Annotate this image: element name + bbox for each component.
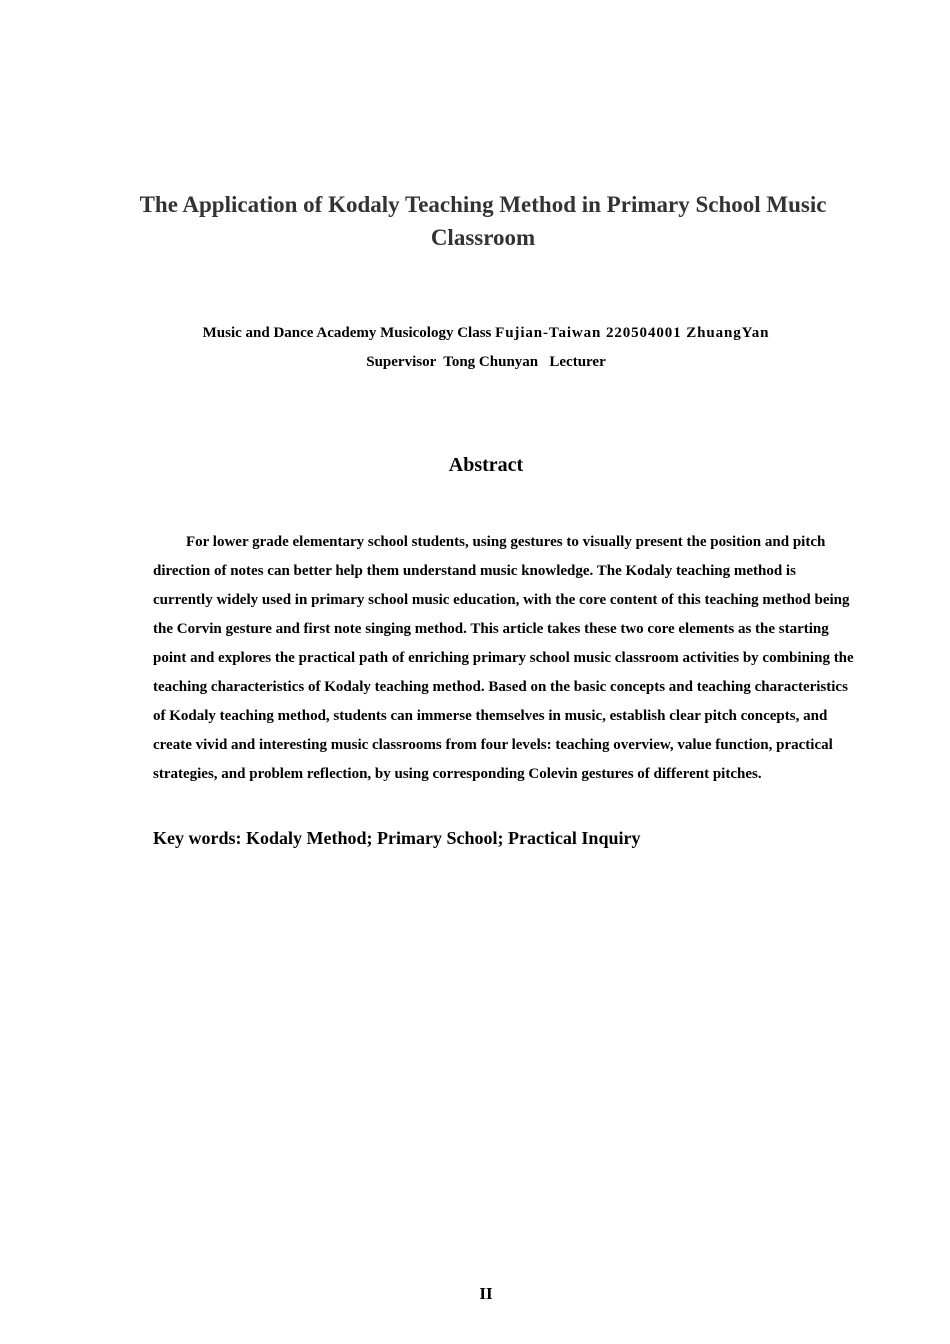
keywords-line: Key words: Kodaly Method; Primary School; Practical Inquiry bbox=[153, 828, 641, 848]
author-info bbox=[100, 319, 872, 377]
author-affiliation: Music and Dance Academy Musicology Class bbox=[202, 325, 496, 341]
author-class-id-name: Fujian-Taiwan 220504001 ZhuangYan bbox=[495, 325, 770, 341]
author-line-1 bbox=[100, 319, 872, 348]
supervisor-line: Supervisor Tong Chunyan Lecturer bbox=[366, 354, 606, 370]
abstract-body: For lower grade elementary school students, using gestures to visually present the position and pitch direction of notes can better help them understand music knowledge. The Kodaly teaching method is currently widely used in primary school music education, with the core content of this teaching method being the Corvin gesture and first note singing method. This article takes these two core elements as the starting point and explores the practical path of enriching primary school music classroom activities by combining the teaching characteristics of Kodaly teaching method. Based on the basic concepts and teaching characteristics of Kodaly teaching method, students can immerse themselves in music, establish clear pitch concepts, and create vivid and interesting music classrooms from four levels: teaching overview, value function, practical strategies, and problem reflection, by using corresponding Colevin gestures of different pitches. bbox=[153, 534, 854, 782]
abstract-heading: Abstract bbox=[448, 454, 524, 476]
paper-title: The Application of Kodaly Teaching Method in Primary School Music Classroom bbox=[139, 192, 827, 250]
page-number: II bbox=[479, 1284, 493, 1303]
